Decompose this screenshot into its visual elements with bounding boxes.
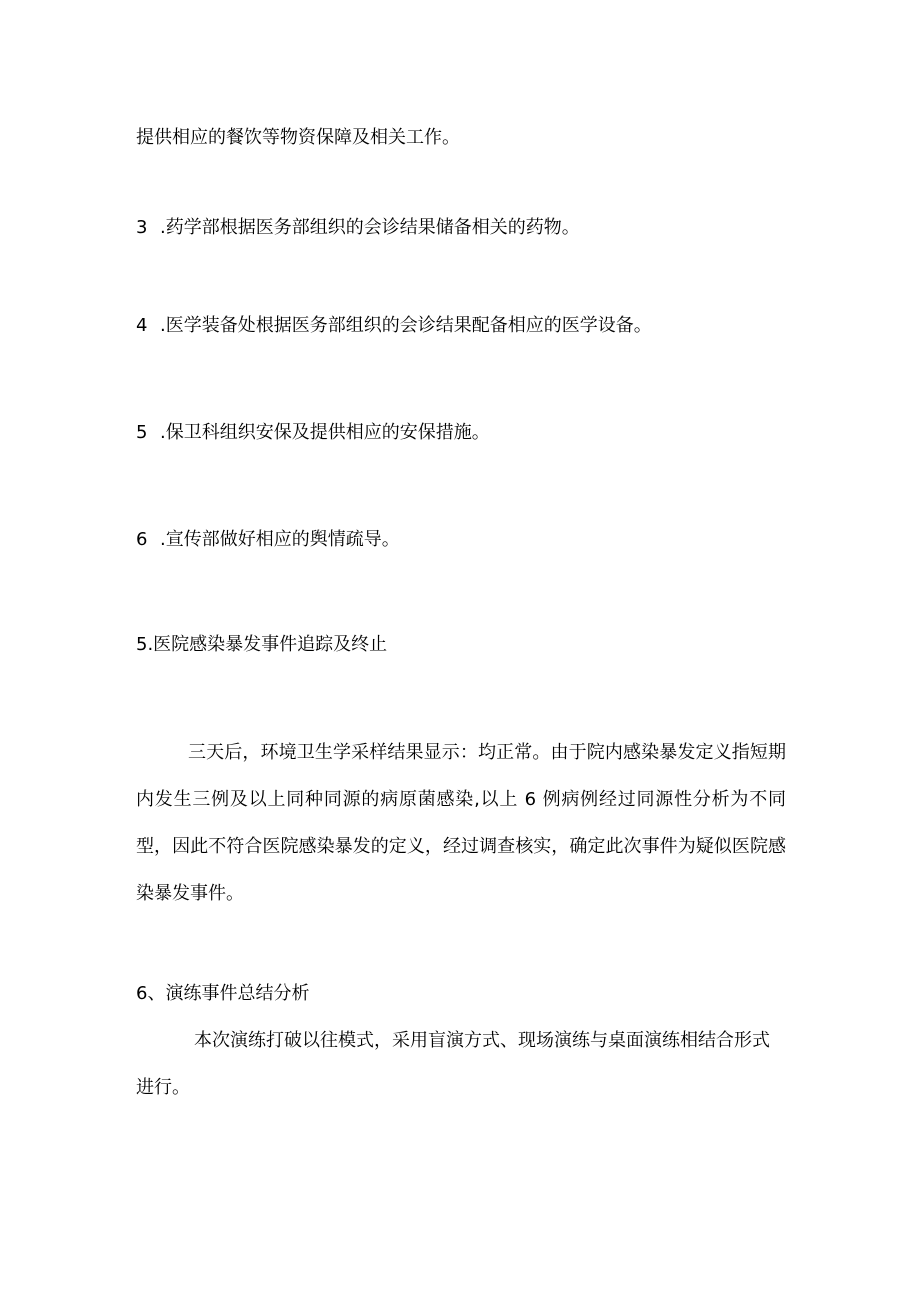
list-number: 3	[136, 217, 148, 238]
line-text: 提供相应的餐饮等物资保障及相关工作。	[136, 127, 460, 148]
list-text: .保卫科组织安保及提供相应的安保措施。	[160, 422, 490, 443]
list-number: 5	[136, 422, 148, 443]
list-text: .宣传部做好相应的舆情疏导。	[160, 529, 400, 550]
list-item-4	[136, 314, 652, 338]
section-5-paragraph: 三天后，环境卫生学采样结果显示：均正常。由于院内感染暴发定义指短期内发生三例及以上同种同源的病原菌感染,以上 6 例病例经过同源性分析为不同型，因此不符合医院感染暴发的定义，经过调查核实，确定此次事件为疑似医院感染暴发事件。	[136, 742, 786, 904]
section-6-heading: 6、演练事件总结分析	[136, 983, 310, 1004]
section-6-paragraph: 本次演练打破以往模式，采用盲演方式、现场演练与桌面演练相结合形式进行。	[136, 1030, 770, 1098]
list-number: 4	[136, 315, 148, 336]
list-text: .医学装备处根据医务部组织的会诊结果配备相应的医学设备。	[160, 315, 652, 336]
list-text: .药学部根据医务部组织的会诊结果储备相关的药物。	[160, 217, 580, 238]
list-number: 6	[136, 529, 148, 550]
section-5-heading: 5.医院感染暴发事件追踪及终止	[136, 634, 388, 655]
text-line-supplies	[136, 126, 460, 150]
list-item-3	[136, 216, 580, 240]
list-item-6	[136, 528, 400, 552]
list-item-5	[136, 421, 490, 445]
